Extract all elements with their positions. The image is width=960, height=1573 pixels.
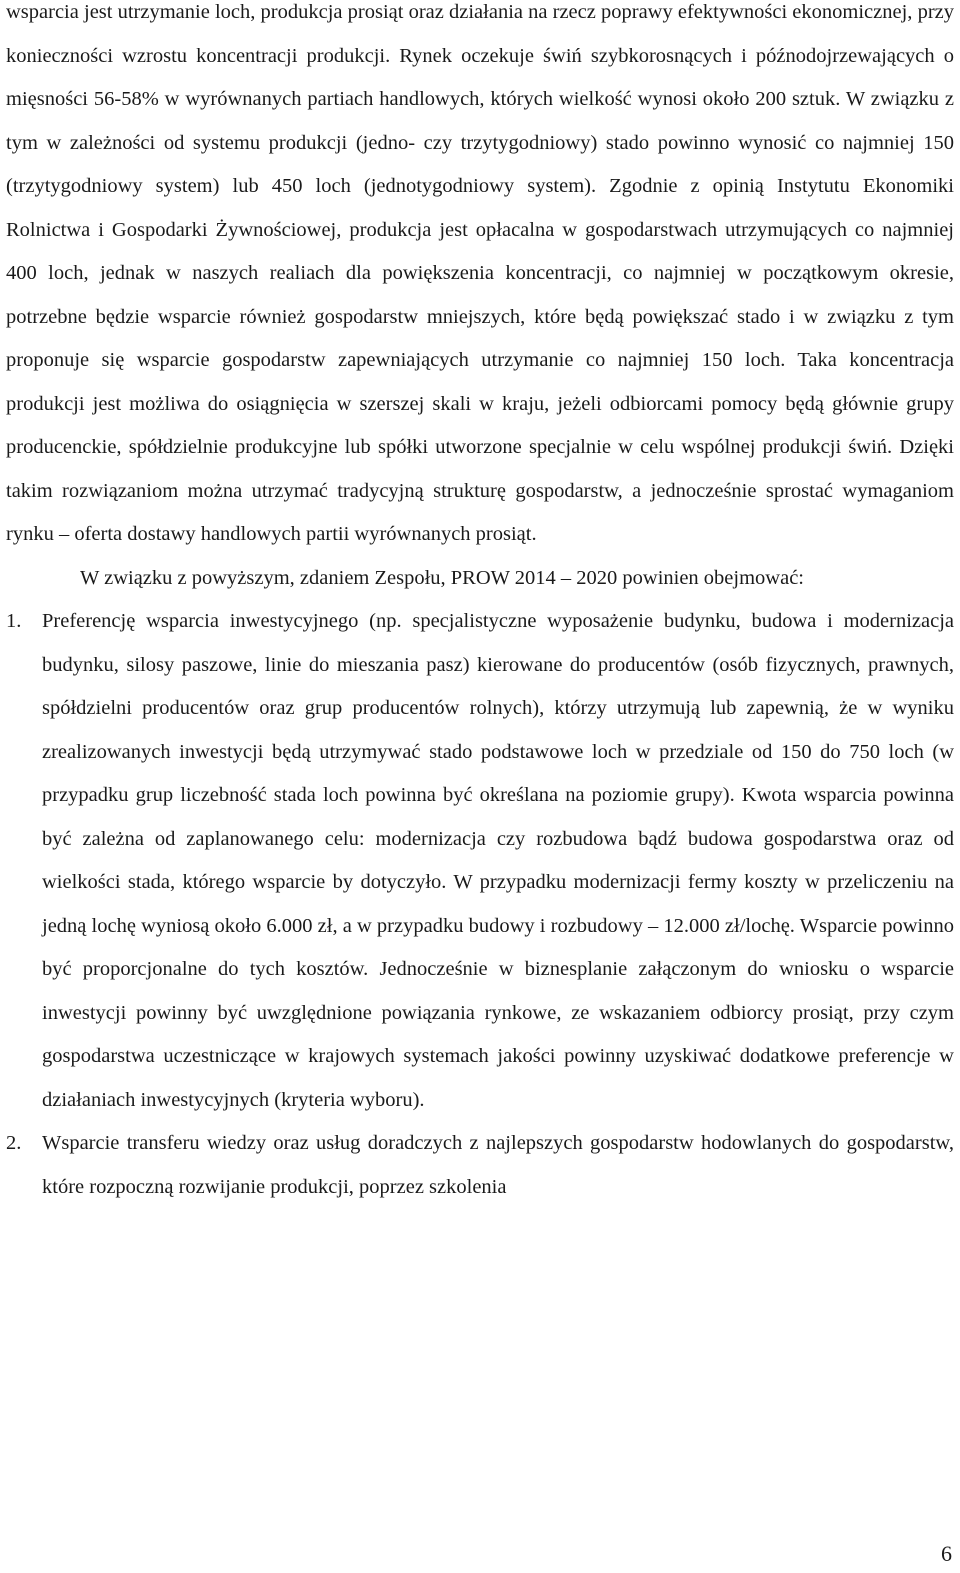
page-number: 6 [941, 1541, 952, 1566]
body-paragraph: wsparcia jest utrzymanie loch, produkcja prosiąt oraz działania na rzecz poprawy efektywności ekonomicznej, przy konieczności wzrostu koncentracji produkcji. Rynek oczekuje świń szybkorosnących i późnodojrzewających o mięsności 56-58% w wyrównanych partiach handlowych, których wielkość wynosi około 200 sztuk. W związku z tym w zależności od systemu produkcji (jedno- czy trzytygodniowy) stado powinno wynosić co najmniej 150 (trzytygodniowy system) lub 450 loch (jednotygodniowy system). Zgodnie z opinią Instytutu Ekonomiki Rolnictwa i Gospodarki Żywnościowej, produkcja jest opłacalna w gospodarstwach utrzymujących co najmniej 400 loch, jednak w naszych realiach dla powiększenia koncentracji, co najmniej w początkowym okresie, potrzebne będzie wsparcie również gospodarstw mniejszych, które będą powiększać stado i w związku z tym proponuje się wsparcie gospodarstw zapewniających utrzymanie co najmniej 150 loch. Taka koncentracja produkcji jest możliwa do osiągnięcia w szerszej skali w kraju, jeżeli odbiorcami pomocy będą głównie grupy producenckie, spółdzielnie produkcyjne lub spółki utworzone specjalnie w celu wspólnej produkcji świń. Dzięki takim rozwiązaniom można utrzymać tradycyjną strukturę gospodarstw, a jednocześnie sprostać wymaganiom rynku – oferta dostawy handlowych partii wyrównanych prosiąt. [6, 1, 954, 545]
recommendations-list [6, 600, 954, 1209]
list-item-number: 2. [6, 1132, 22, 1154]
list-item-text: Preferencję wsparcia inwestycyjnego (np. specjalistyczne wyposażenie budynku, budowa i modernizacja budynku, silosy paszowe, linie do mieszania pasz) kierowane do producentów (osób fizycznych, prawnych, spółdzielni producentów oraz grup producentów rolnych), którzy utrzymują lub zapewnią, że w wyniku zrealizowanych inwestycji będą utrzymywać stado podstawowe loch w przedziale od 150 do 750 loch (w przypadku grup liczebność stada loch powinna być określana na poziomie grupy). Kwota wsparcia powinna być zależna od zaplanowanego celu: modernizacja czy rozbudowa bądź budowa gospodarstwa oraz od wielkości stada, którego wsparcie by dotyczyło. W przypadku modernizacji fermy koszty w przeliczeniu na jedną lochę wyniosą około 6.000 zł, a w przypadku budowy i rozbudowy – 12.000 zł/lochę. Wsparcie powinno być proporcjonalne do tych kosztów. Jednocześnie w biznesplanie załączonym do wniosku o wsparcie inwestycji powinny być uwzględnione powiązania rynkowe, ze wskazaniem odbiorcy prosiąt, przy czym gospodarstwa uczestniczące w krajowych systemach jakości powinny uzyskiwać dodatkowe preferencje w działaniach inwestycyjnych (kryteria wyboru). [42, 610, 954, 1111]
list-item-number: 1. [6, 610, 22, 632]
list-item-text: Wsparcie transferu wiedzy oraz usług doradczych z najlepszych gospodarstw hodowlanych do gospodarstw, które rozpoczną rozwijanie produkcji, poprzez szkolenia [42, 1132, 954, 1198]
body-paragraph: W związku z powyższym, zdaniem Zespołu, PROW 2014 – 2020 powinien obejmować: [80, 566, 804, 589]
document-page [6, 0, 954, 1209]
list-item [6, 600, 954, 1122]
list-item [6, 1122, 954, 1209]
